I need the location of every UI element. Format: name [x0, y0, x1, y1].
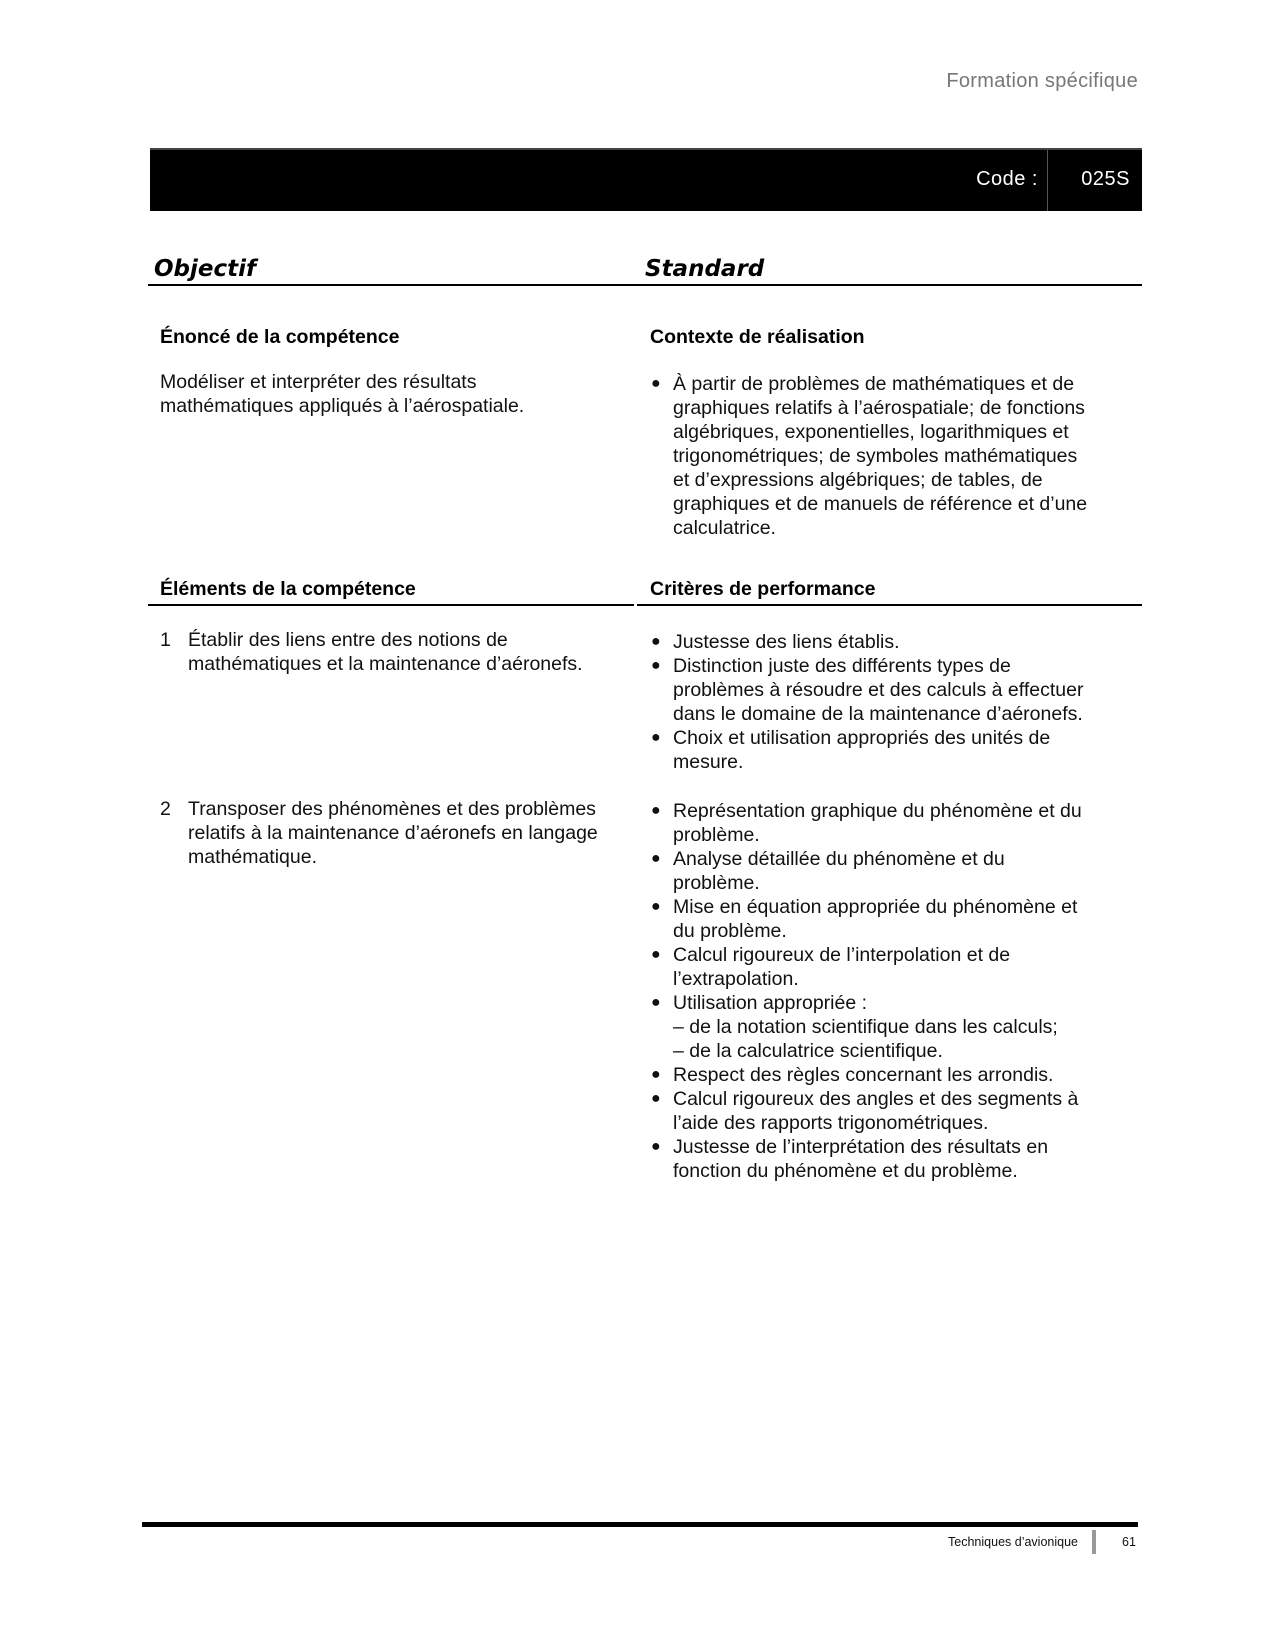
list-item-line: graphiques et de manuels de référence et d’une: [673, 493, 1088, 515]
element-line: mathématiques et la maintenance d’aéronefs.: [188, 653, 583, 675]
elements-rule: [148, 604, 634, 606]
objectif-heading: Objectif: [154, 256, 257, 282]
element-number: 1: [160, 629, 171, 651]
list-item-line: Choix et utilisation appropriés des unités de: [673, 727, 1051, 749]
list-item-line: Distinction juste des différents types de: [673, 655, 1011, 677]
list-item-line: problèmes à résoudre et des calculs à effectuer: [673, 679, 1084, 701]
list-item: [650, 1135, 1110, 1183]
element-line: Établir des liens entre des notions de: [188, 629, 508, 651]
list-item-line: Représentation graphique du phénomène et du: [673, 800, 1082, 822]
list-item: [650, 991, 1110, 1063]
list-item-line: l’aide des rapports trigonométriques.: [673, 1112, 989, 1134]
list-item-line: Respect des règles concernant les arrondis.: [673, 1064, 1054, 1086]
list-item-line: – de la notation scientifique dans les calculs;: [673, 1016, 1058, 1038]
element-line: Transposer des phénomènes et des problèmes: [188, 798, 596, 820]
list-item: [650, 630, 1110, 654]
list-item-line: Justesse de l’interprétation des résultats en: [673, 1136, 1049, 1158]
list-item: [650, 895, 1110, 943]
list-item-line: dans le domaine de la maintenance d’aéronefs.: [673, 703, 1083, 725]
list-item: [650, 372, 1110, 540]
list-item-line: fonction du phénomène et du problème.: [673, 1160, 1018, 1182]
standard-heading: Standard: [645, 256, 765, 282]
list-item-line: Mise en équation appropriée du phénomène et: [673, 896, 1078, 918]
list-item-line: Analyse détaillée du phénomène et du: [673, 848, 1005, 870]
element-item: [160, 797, 630, 872]
footer-rule: [142, 1522, 1138, 1527]
bullet-icon: ●: [651, 729, 661, 746]
enonce-heading: Énoncé de la compétence: [160, 326, 400, 348]
list-item: [650, 1063, 1110, 1087]
code-bar: [150, 148, 1142, 211]
bullet-icon: ●: [651, 898, 661, 915]
list-item-line: calculatrice.: [673, 517, 776, 539]
elements-heading: Éléments de la compétence: [160, 578, 416, 600]
list-item-line: mesure.: [673, 751, 744, 773]
enonce-text: [160, 370, 524, 418]
bullet-icon: ●: [651, 1138, 661, 1155]
list-item-line: À partir de problèmes de mathématiques et de: [673, 373, 1075, 395]
list-item: [650, 799, 1110, 847]
criteres-rule: [637, 604, 1142, 606]
list-item-line: graphiques relatifs à l’aérospatiale; de fonctions: [673, 397, 1085, 419]
criteria-list-1: [650, 630, 1110, 774]
element-line: relatifs à la maintenance d’aéronefs en langage: [188, 822, 598, 844]
list-item-line: problème.: [673, 824, 760, 846]
bullet-icon: ●: [651, 1066, 661, 1083]
element-item: [160, 628, 630, 678]
list-item: [650, 943, 1110, 991]
list-item: [650, 654, 1110, 726]
bullet-icon: ●: [651, 375, 661, 392]
page-number: 61: [1122, 1535, 1136, 1549]
list-item: [650, 726, 1110, 774]
bullet-icon: ●: [651, 850, 661, 867]
list-item-line: problème.: [673, 872, 760, 894]
list-item-line: Calcul rigoureux des angles et des segments à: [673, 1088, 1079, 1110]
list-item-line: Justesse des liens établis.: [673, 631, 900, 653]
enonce-line: Modéliser et interpréter des résultats: [160, 371, 477, 393]
footer-title: Techniques d’avionique: [948, 1535, 1078, 1549]
contexte-list: [650, 372, 1110, 540]
code-value: 025S: [1081, 168, 1130, 190]
list-item-line: et d’expressions algébriques; de tables, de: [673, 469, 1043, 491]
bullet-icon: ●: [651, 946, 661, 963]
element-number: 2: [160, 798, 171, 820]
bullet-icon: ●: [651, 802, 661, 819]
code-divider: [1047, 150, 1048, 211]
list-item-line: Utilisation appropriée :: [673, 992, 868, 1014]
bullet-icon: ●: [651, 994, 661, 1011]
code-label: Code :: [976, 168, 1038, 190]
list-item: [650, 847, 1110, 895]
list-item-line: l’extrapolation.: [673, 968, 799, 990]
bullet-icon: ●: [651, 657, 661, 674]
element-line: mathématique.: [188, 846, 317, 868]
list-item-line: – de la calculatrice scientifique.: [673, 1040, 943, 1062]
list-item-line: algébriques, exponentielles, logarithmiques et: [673, 421, 1069, 443]
list-item-line: trigonométriques; de symboles mathématiques: [673, 445, 1078, 467]
criteres-heading: Critères de performance: [650, 578, 876, 600]
criteria-list-2: [650, 799, 1110, 1183]
footer-divider: [1092, 1530, 1096, 1554]
list-item-line: du problème.: [673, 920, 787, 942]
enonce-line: mathématiques appliqués à l’aérospatiale.: [160, 395, 525, 417]
bullet-icon: ●: [651, 1090, 661, 1107]
bullet-icon: ●: [651, 633, 661, 650]
contexte-heading: Contexte de réalisation: [650, 326, 865, 348]
list-item: [650, 1087, 1110, 1135]
header-section-title: Formation spécifique: [946, 70, 1138, 92]
columns-rule: [148, 284, 1142, 286]
list-item-line: Calcul rigoureux de l’interpolation et de: [673, 944, 1011, 966]
